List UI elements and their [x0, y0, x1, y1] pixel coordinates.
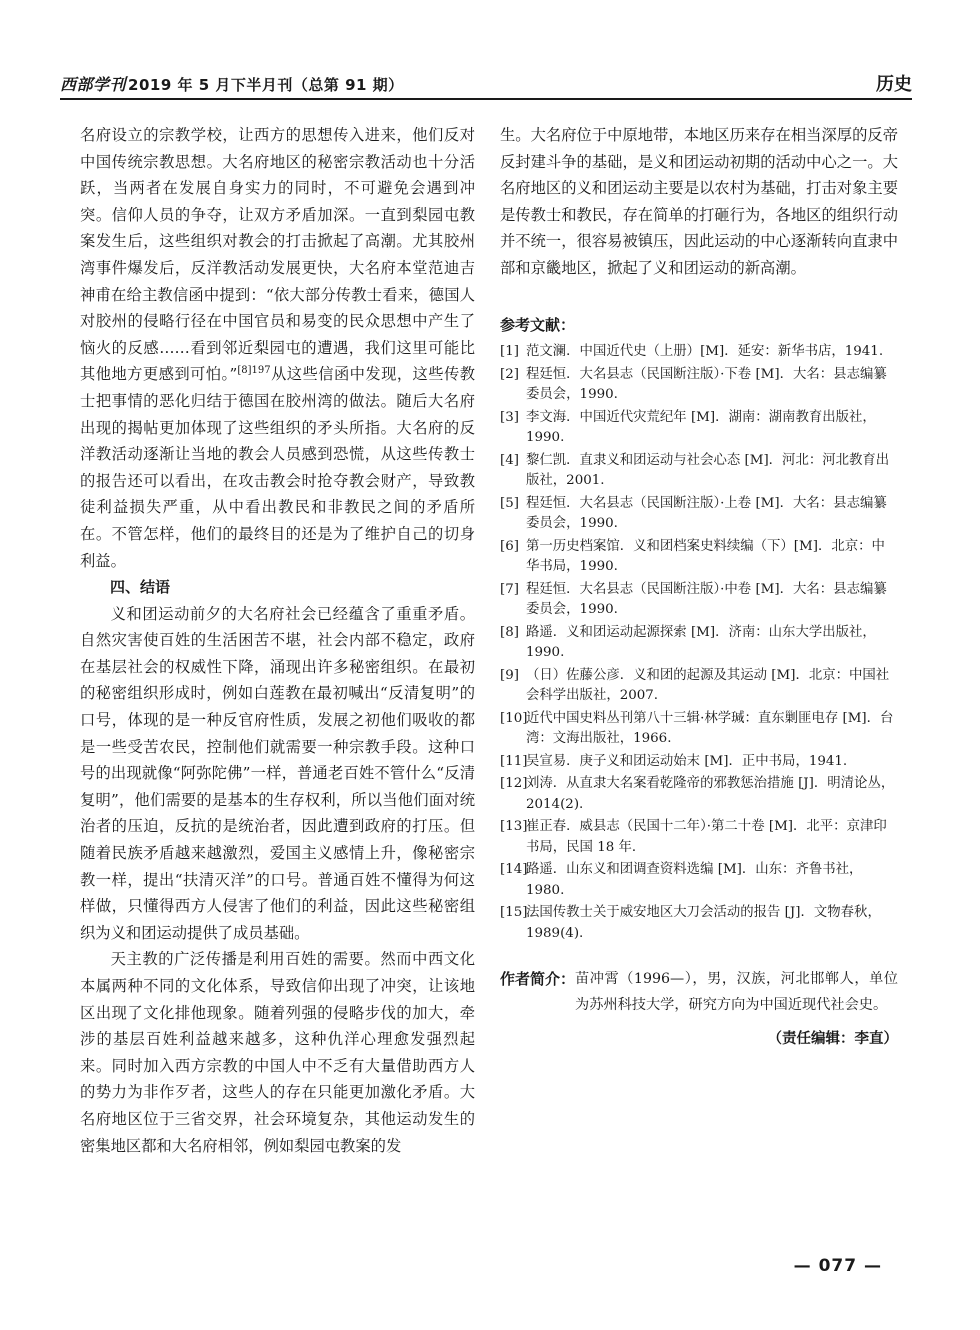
- reference-text: 路遥．义和团运动起源探索 [M]．济南：山东大学出版社，1990.: [526, 624, 876, 661]
- responsible-editor: （责任编辑：李直）: [767, 1031, 898, 1048]
- reference-number: [5]: [500, 495, 519, 511]
- citation-ref: [8]197: [237, 365, 271, 377]
- reference-item: [500, 365, 898, 406]
- section-title: 历史: [876, 74, 912, 95]
- right-column: [500, 122, 898, 1053]
- paragraph: 义和团运动前夕的大名府社会已经蕴含了重重矛盾。自然灾害使百姓的生活困苦不堪，社会内部不稳定，政府在基层社会的权威性下降，涌现出许多秘密组织。在最初的秘密组织形成时，例如白莲教在最初喊出“反清复明”的口号，体现的是一种反官府性质，发展之初他们吸收的都是一些受苦农民，控制他们就需要一种宗教手段。这种口号的出现就像“阿弥陀佛”一样，普通老百姓不管什么“反清复明”，他们需要的是基本的生存权利，所以当他们面对统治者的压迫，反抗的是统治者，因此遭到政府的打压。但随着民族矛盾越来越激烈，爱国主义感情上升，像秘密宗教一样，提出“扶清灭洋”的口号。普通百姓不懂得为何这样做，只懂得西方人侵害了他们的利益，因此这些秘密组织为义和团运动提供了成员基础。: [80, 604, 475, 942]
- reference-item: [500, 860, 898, 901]
- page-header: [60, 72, 912, 100]
- reference-item: [500, 817, 898, 858]
- reference-text: 第一历史档案馆．义和团档案史料续编（下）[M]．北京：中华书局，1990.: [526, 538, 885, 575]
- reference-number: [10]: [500, 710, 528, 726]
- reference-text: 李文海．中国近代灾荒纪年 [M]．湖南：湖南教育出版社，1990.: [526, 409, 876, 446]
- reference-item: [500, 903, 898, 944]
- reference-item: [500, 451, 898, 492]
- reference-text: 程廷恒．大名县志（民国断注版）·上卷 [M]．大名：县志编纂委员会，1990.: [526, 495, 887, 532]
- page-number: — 077 —: [793, 1256, 882, 1276]
- reference-number: [12]: [500, 776, 528, 792]
- reference-text: （日）佐藤公彦．义和团的起源及其运动 [M]．北京：中国社会科学出版社，2007.: [526, 667, 890, 704]
- reference-text: 刘涛．从直隶大名案看乾隆帝的邪教惩治措施 [J]．明清论丛，2014(2).: [526, 776, 895, 812]
- author-bio: [500, 966, 898, 1018]
- left-column: [80, 122, 475, 1159]
- reference-item: [500, 494, 898, 535]
- reference-text: 近代中国史料丛刊第八十三辑·林学瑊：直东剿匪电存 [M]．台湾：文海出版社，1966.: [526, 710, 894, 747]
- paragraph: 生。大名府位于中原地带，本地区历来存在相当深厚的反帝反封建斗争的基础，是义和团运动初期的活动中心之一。大名府地区的义和团运动主要是以农村为基础，打击对象主要是传教士和教民，存在简单的打砸行为，各地区的组织行动并不统一，很容易被镇压，因此运动的中心逐渐转向直隶中部和京畿地区，掀起了义和团运动的新高潮。: [500, 126, 898, 277]
- journal-name: 西部学刊: [60, 75, 127, 94]
- reference-number: [14]: [500, 862, 528, 878]
- references-title: 参考文献：: [500, 315, 576, 334]
- reference-text: 路遥．山东义和团调查资料选编 [M]．山东：齐鲁书社，1980.: [526, 862, 863, 898]
- reference-item: [500, 752, 898, 773]
- author-bio-label: 作者简介：: [500, 970, 576, 989]
- reference-item: [500, 774, 898, 815]
- reference-text: 程廷恒．大名县志（民国断注版）·中卷 [M]．大名：县志编纂委员会，1990.: [526, 581, 887, 618]
- reference-number: [6]: [500, 538, 519, 554]
- issue-info: 2019 年 5 月下半月刊（总第 91 期）: [128, 76, 404, 94]
- reference-number: [9]: [500, 667, 519, 683]
- reference-item: [500, 666, 898, 707]
- reference-text: 崔正春．威县志（民国十二年）·第二十卷 [M]．北平：京津印书局，民国 18 年．: [526, 819, 887, 855]
- reference-number: [3]: [500, 409, 519, 425]
- reference-text: 法国传教士关于威安地区大刀会活动的报告 [J]．文物春秋，1989(4).: [526, 905, 881, 941]
- reference-item: [500, 623, 898, 664]
- reference-text: 吴宣易．庚子义和团运动始末 [M]．正中书局，1941.: [526, 753, 848, 769]
- reference-item: [500, 580, 898, 621]
- reference-item: [500, 342, 898, 363]
- reference-number: [2]: [500, 366, 519, 382]
- reference-text: 黎仁凯．直隶义和团运动与社会心态 [M]．河北：河北教育出版社，2001.: [526, 452, 890, 489]
- reference-item: [500, 408, 898, 449]
- reference-number: [7]: [500, 581, 519, 597]
- paragraph: 天主教的广泛传播是利用百姓的需要。然而中西文化本属两种不同的文化体系，导致信仰出现了冲突，让该地区出现了文化排他现象。随着列强的侵略步伐的加大，牵涉的基层百姓利益越来越多，这种仇洋心理愈发强烈起来。同时加入西方宗教的中国人中不乏有大量借助西方人的势力为非作歹者，这些人的存在只能更加激化矛盾。大名府地区位于三省交界，社会环境复杂，其他运动发生的密集地区都和大名府相邻，例如梨园屯教案的发: [80, 950, 475, 1155]
- section-heading: 四、结语: [110, 578, 171, 597]
- paragraph-text: 名府设立的宗教学校，让西方的思想传入进来，他们反对中国传统宗教思想。大名府地区的秘密宗教活动也十分活跃，当两者在发展自身实力的同时，不可避免会遇到冲突。信仰人员的争夺，让双方矛盾加深。一直到梨园屯教案发生后，这些组织对教会的打击掀起了高潮。尤其胶州湾事件爆发后，反洋教活动发展更快，大名府本堂范迪吉神甫在给主教信函中提到：“依大部分传教士看来，德国人对胶州的侵略行径在中国官员和易变的民众思想中产生了恼火的反感……看到邻近梨园屯的遭遇，我们这里可能比其他地方更感到可怕。”: [80, 126, 475, 384]
- reference-text: 程廷恒．大名县志（民国断注版）·下卷 [M]．大名：县志编纂委员会，1990.: [526, 366, 887, 403]
- author-bio-text: 苗冲霄（1996—），男，汉族，河北邯郸人，单位为苏州科技大学，研究方向为中国近现代社会史。: [575, 971, 898, 1014]
- journal-info: [60, 72, 404, 95]
- paragraph: [80, 122, 475, 574]
- references-list: [500, 342, 898, 944]
- reference-number: [8]: [500, 624, 519, 640]
- paragraph-text: 从这些信函中发现，这些传教士把事情的恶化归结于德国在胶州湾的做法。随后大名府出现的揭帖更加体现了这些组织的矛头所指。大名府的反洋教活动逐渐让当地的教会人员感到恐慌，从这些传教士的报告还可以看出，在攻击教会时抢夺教会财产，导致教徒利益损失严重，从中看出教民和非教民之间的矛盾所在。不管怎样，他们的最终目的还是为了维护自己的切身利益。: [80, 365, 475, 570]
- reference-item: [500, 537, 898, 578]
- reference-number: [13]: [500, 819, 528, 835]
- reference-item: [500, 709, 898, 750]
- reference-number: [11]: [500, 753, 528, 769]
- reference-number: [15]: [500, 905, 528, 921]
- reference-number: [4]: [500, 452, 519, 468]
- reference-text: 范文澜．中国近代史（上册）[M]．延安：新华书店，1941.: [526, 344, 884, 360]
- reference-number: [1]: [500, 344, 519, 360]
